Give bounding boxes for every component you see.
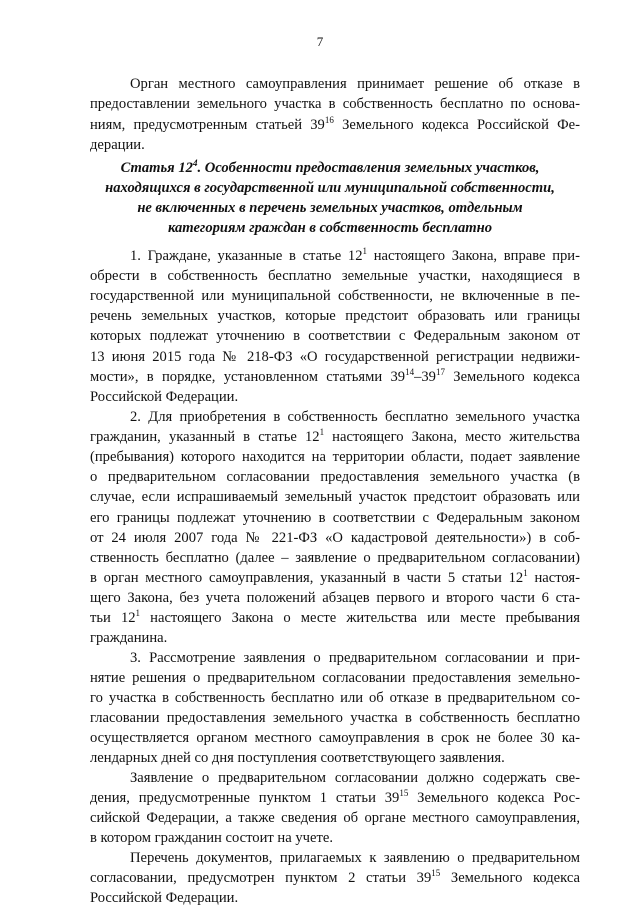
text-run: 3. Рассмотрение заявления о предварительном согласовании и при-: [130, 650, 580, 666]
paragraph-line: [90, 668, 580, 688]
paragraph-line: [90, 528, 580, 548]
superscript: 15: [399, 787, 409, 798]
paragraph-line: [130, 74, 580, 94]
paragraph-line: [90, 115, 580, 135]
superscript: 1: [523, 567, 528, 578]
text-run: настоящего Закона, вправе при-: [367, 248, 580, 264]
superscript: 4: [192, 158, 198, 168]
text-run: щего Закона, без учета положений абзацев первого и второго части 6 ста-: [90, 589, 580, 606]
text-run: сийской Федерации, а также сведения об органе местного самоуправления,: [90, 809, 580, 826]
text-run: настоящего Закона о месте жительства или месте пребывания: [140, 610, 580, 626]
text-run: Орган местного самоуправления принимает решение об отказе в: [130, 76, 580, 92]
text-run: не включенных в перечень земельных участков, отдельным: [137, 200, 523, 216]
text-run: Статья 12: [120, 160, 193, 176]
text-run: дения, предусмотренные пунктом 1 статьи 39: [90, 789, 400, 806]
paragraph-line: [130, 768, 580, 788]
text-run: осуществляется органом местного самоуправления в срок не более 30 ка-: [90, 729, 580, 746]
paragraph-line: [90, 588, 580, 608]
text-run: гражданина.: [90, 630, 168, 647]
text-run: в котором гражданин состоит на учете.: [90, 829, 333, 846]
text-run: Земельного кодекса Рос-: [408, 789, 580, 806]
paragraph-line: [90, 708, 580, 728]
paragraph-line: [90, 387, 580, 407]
text-run: которых подлежат уточнению в соответствии с Федеральным законом от: [90, 328, 580, 345]
paragraph-line: [90, 266, 580, 286]
paragraph-line: [130, 246, 580, 266]
paragraph-line: [90, 447, 580, 467]
text-run: Заявление о предварительном согласовании должно содержать све-: [130, 770, 580, 786]
text-run: ственность бесплатно (далее – заявление о предварительном согласовании): [90, 549, 580, 566]
heading-line: [60, 178, 600, 198]
text-run: Перечень документов, прилагаемых к заявлению о предварительном: [130, 850, 580, 866]
heading-line: [60, 218, 600, 238]
text-run: дерации.: [90, 136, 145, 153]
superscript: 1: [319, 427, 325, 438]
paragraph-line: [90, 568, 580, 588]
paragraph-line: [90, 608, 580, 628]
text-run: Российской Федерации.: [90, 889, 239, 906]
paragraph-line: [90, 286, 580, 306]
paragraph-line: [90, 688, 580, 708]
text-run: настоящего Закона, место жительства: [324, 429, 580, 446]
page-number: 7: [316, 34, 324, 49]
paragraph-line: [90, 467, 580, 487]
text-run: 1. Граждане, указанные в статье 12: [130, 248, 363, 264]
superscript: 1: [362, 246, 368, 256]
paragraph-line: [90, 487, 580, 507]
text-run: категориям граждан в собственность бесплатно: [167, 220, 493, 236]
paragraph-line: [90, 135, 580, 155]
text-run: настоя-: [527, 569, 580, 586]
superscript: 17: [435, 366, 445, 377]
paragraph-line: [90, 347, 580, 367]
paragraph-line: [90, 94, 580, 114]
text-run: государственной или муниципальной собственности, не включенные в пе-: [90, 288, 580, 305]
paragraph-line: [90, 728, 580, 748]
text-run: 2. Для приобретения в собственность бесплатно земельного участка: [130, 409, 580, 425]
text-run: Земельного кодекса Российской Фе-: [333, 116, 580, 133]
text-run: предоставлении земельного участка в собственность бесплатно по основа-: [90, 96, 580, 113]
paragraph-line: [90, 788, 580, 808]
paragraph-line: [90, 828, 580, 848]
text-run: случае, если испрашиваемый земельный участок предстоит образовать или: [90, 489, 580, 506]
text-run: . Особенности предоставления земельных участков,: [197, 160, 540, 176]
text-run: согласовании, предусмотрен пунктом 2 статьи 39: [90, 869, 432, 886]
paragraph-line: [90, 367, 580, 387]
text-run: тьи 12: [90, 610, 136, 626]
text-run: гласовании предоставления земельного участка в собственность бесплатно: [90, 709, 580, 726]
heading-line: [60, 198, 600, 218]
text-run: Российской Федерации.: [90, 388, 239, 405]
paragraph-line: [90, 748, 580, 768]
text-run: его границы подлежат уточнению в соответствии с Федеральным законом: [90, 509, 580, 526]
text-run: нятие решения о предварительном согласовании предоставления земельно-: [90, 669, 580, 686]
text-run: го участка в собственность бесплатно или об отказе в предварительном со-: [90, 689, 580, 706]
text-run: о предварительном согласовании предоставления земельного участка (в: [90, 469, 580, 486]
text-run: мости», в порядке, установленном статьями 39: [90, 368, 406, 385]
paragraph-line: [90, 808, 580, 828]
paragraph-line: [130, 848, 580, 868]
paragraph-line: [130, 648, 580, 668]
text-run: (пребывания) которого находится на территории области, подает заявление: [90, 449, 580, 466]
text-run: ниям, предусмотренным статьей 39: [90, 116, 325, 133]
text-run: обрести в собственность бесплатно земельные участки, находящиеся в: [90, 268, 580, 285]
paragraph-line: [90, 868, 580, 888]
paragraph-line: [90, 508, 580, 528]
paragraph-line: [90, 326, 580, 346]
paragraph-line: [90, 306, 580, 326]
text-run: Земельного кодекса: [444, 368, 581, 385]
text-run: Земельного кодекса: [440, 869, 580, 886]
text-run: речень земельных участков, которые предстоит образовать или границы: [90, 308, 580, 325]
superscript: 15: [431, 867, 441, 878]
text-run: гражданин, указанный в статье 12: [90, 429, 320, 446]
heading-line: [60, 158, 600, 178]
paragraph-line: [130, 407, 580, 427]
text-run: –39: [414, 368, 436, 385]
text-run: от 24 июля 2007 года № 221-ФЗ «О кадастровой деятельности») в соб-: [90, 529, 580, 546]
paragraph-line: [90, 427, 580, 447]
text-run: в орган местного самоуправления, указанный в части 5 статьи 12: [90, 569, 524, 586]
text-run: лендарных дней со дня поступления соответствующего заявления.: [90, 749, 505, 766]
paragraph-line: [90, 548, 580, 568]
text-run: 13 июня 2015 года № 218-ФЗ «О государственной регистрации недвижи-: [90, 348, 580, 365]
superscript: 14: [405, 366, 415, 377]
paragraph-line: [90, 628, 580, 648]
superscript: 16: [324, 114, 334, 125]
superscript: 1: [135, 608, 141, 618]
text-run: находящихся в государственной или муниципальной собственности,: [105, 180, 555, 196]
